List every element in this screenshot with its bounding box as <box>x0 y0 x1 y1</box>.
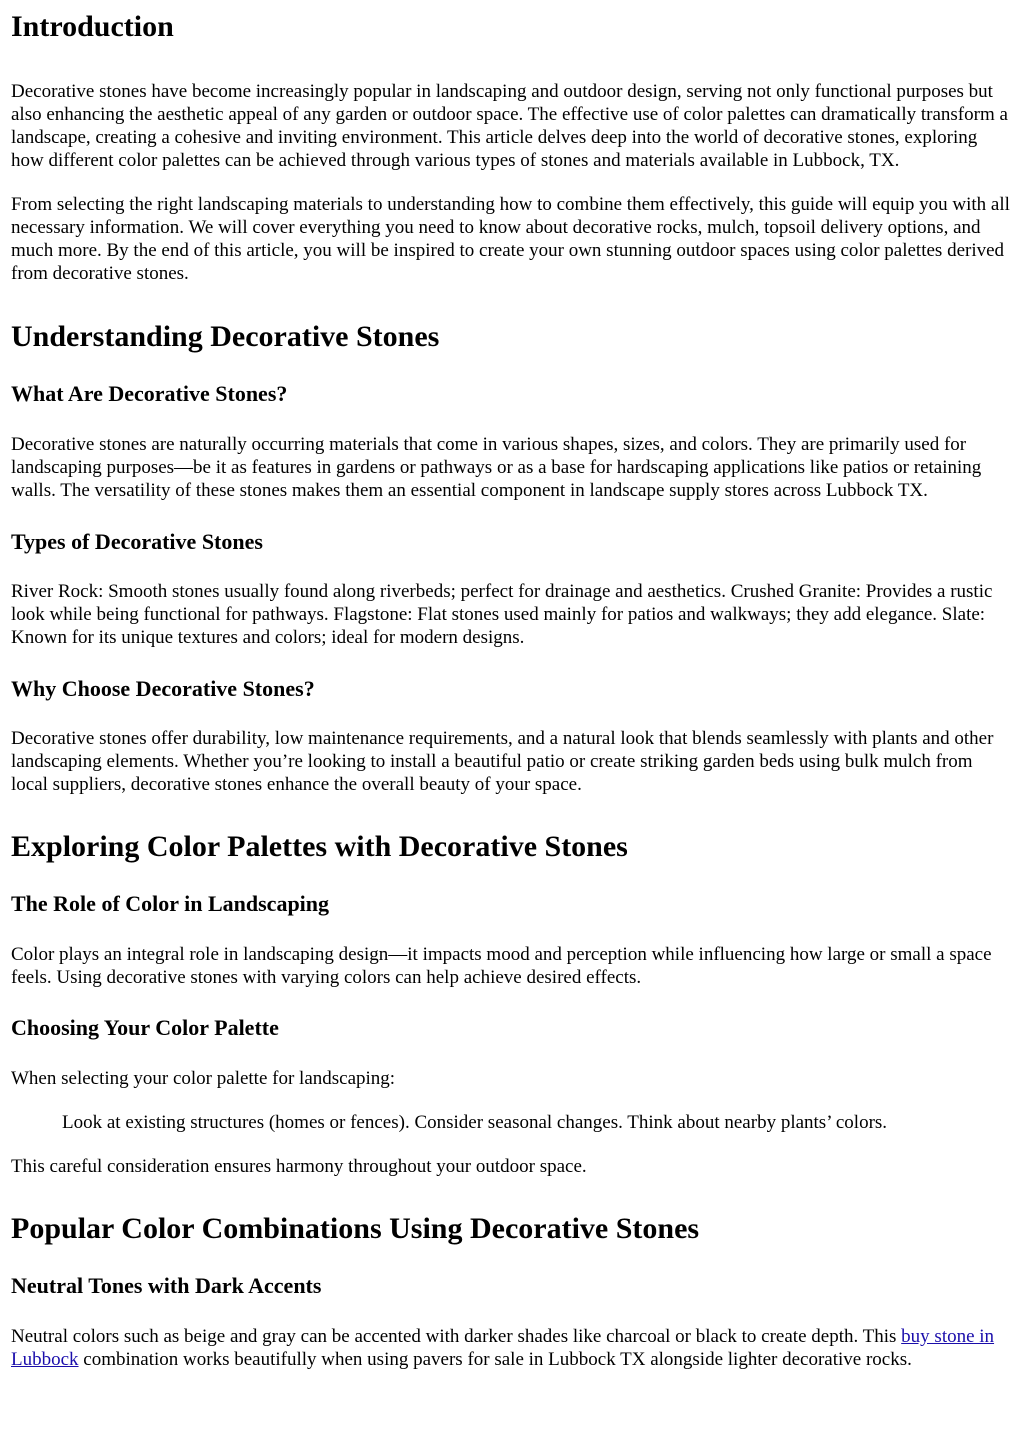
heading-exploring-color-palettes: Exploring Color Palettes with Decorative Stones <box>11 830 628 863</box>
why-choose-paragraph: Decorative stones offer durability, low maintenance requirements, and a natural look that blends seamlessly with plants and other landscaping elements. Whether you’re looking to install a beautiful patio or create striking garden beds using bulk mulch from local suppliers, decorative stones enhance the overall beauty of your space. <box>11 728 994 795</box>
intro-paragraph-1: Decorative stones have become increasingly popular in landscaping and outdoor design, serving not only functional purposes but also enhancing the aesthetic appeal of any garden or outdoor space. The effective use of color palettes can dramatically transform a landscape, creating a cohesive and inviting environment. This article delves deep into the world of decorative stones, exploring how different color palettes can be achieved through various types of stones and materials available in Lubbock, TX. <box>11 81 1008 171</box>
types-paragraph: River Rock: Smooth stones usually found along riverbeds; perfect for drainage and aesthetics. Crushed Granite: Provides a rustic look while being functional for pathways. Flagstone: Flat stones used mainly for patios and walkways; they add elegance. Slate: Known for its unique textures and colors; ideal for modern designs. <box>11 581 993 648</box>
neutral-text-after-link: combination works beautifully when using pavers for sale in Lubbock TX alongside lighter decorative rocks. <box>78 1349 912 1370</box>
role-of-color-paragraph: Color plays an integral role in landscaping design—it impacts mood and perception while influencing how large or small a space feels. Using decorative stones with varying colors can help achieve desired effects. <box>11 944 992 988</box>
subheading-choosing-color-palette: Choosing Your Color Palette <box>11 1015 279 1040</box>
subheading-neutral-tones-dark-accents: Neutral Tones with Dark Accents <box>11 1273 322 1298</box>
intro-paragraph-2: From selecting the right landscaping materials to understanding how to combine them effectively, this guide will equip you with all necessary information. We will cover everything you need to know about decorative rocks, mulch, topsoil delivery options, and much more. By the end of this article, you will be inspired to create your own stunning outdoor spaces using color palettes derived from decorative stones. <box>11 194 1010 284</box>
careful-consideration-paragraph: This careful consideration ensures harmony throughout your outdoor space. <box>11 1156 587 1177</box>
buy-stone-link[interactable]: buy stone in Lubbock <box>11 1326 995 1370</box>
subheading-what-are-decorative-stones: What Are Decorative Stones? <box>11 381 288 406</box>
choosing-palette-list: Look at existing structures (homes or fences). Consider seasonal changes. Think about nearby plants’ colors. <box>62 1112 888 1133</box>
what-are-paragraph: Decorative stones are naturally occurring materials that come in various shapes, sizes, and colors. They are primarily used for landscaping purposes—be it as features in gardens or pathways or as a base for hardscaping applications like patios or retaining walls. The versatility of these stones makes them an essential component in landscape supply stores across Lubbock TX. <box>11 434 982 501</box>
heading-popular-color-combinations: Popular Color Combinations Using Decorative Stones <box>11 1212 700 1245</box>
subheading-role-of-color: The Role of Color in Landscaping <box>11 891 330 916</box>
neutral-tones-paragraph <box>11 1325 1014 1371</box>
subheading-types-of-decorative-stones: Types of Decorative Stones <box>11 529 263 554</box>
neutral-text-before-link: Neutral colors such as beige and gray can be accented with darker shades like charcoal or black to create depth. This <box>11 1326 902 1347</box>
heading-introduction: Introduction <box>11 10 174 43</box>
heading-understanding-decorative-stones: Understanding Decorative Stones <box>11 320 440 353</box>
article-page <box>0 9 1024 1455</box>
choosing-palette-paragraph: When selecting your color palette for landscaping: <box>11 1068 396 1089</box>
subheading-why-choose-decorative-stones: Why Choose Decorative Stones? <box>11 676 315 701</box>
